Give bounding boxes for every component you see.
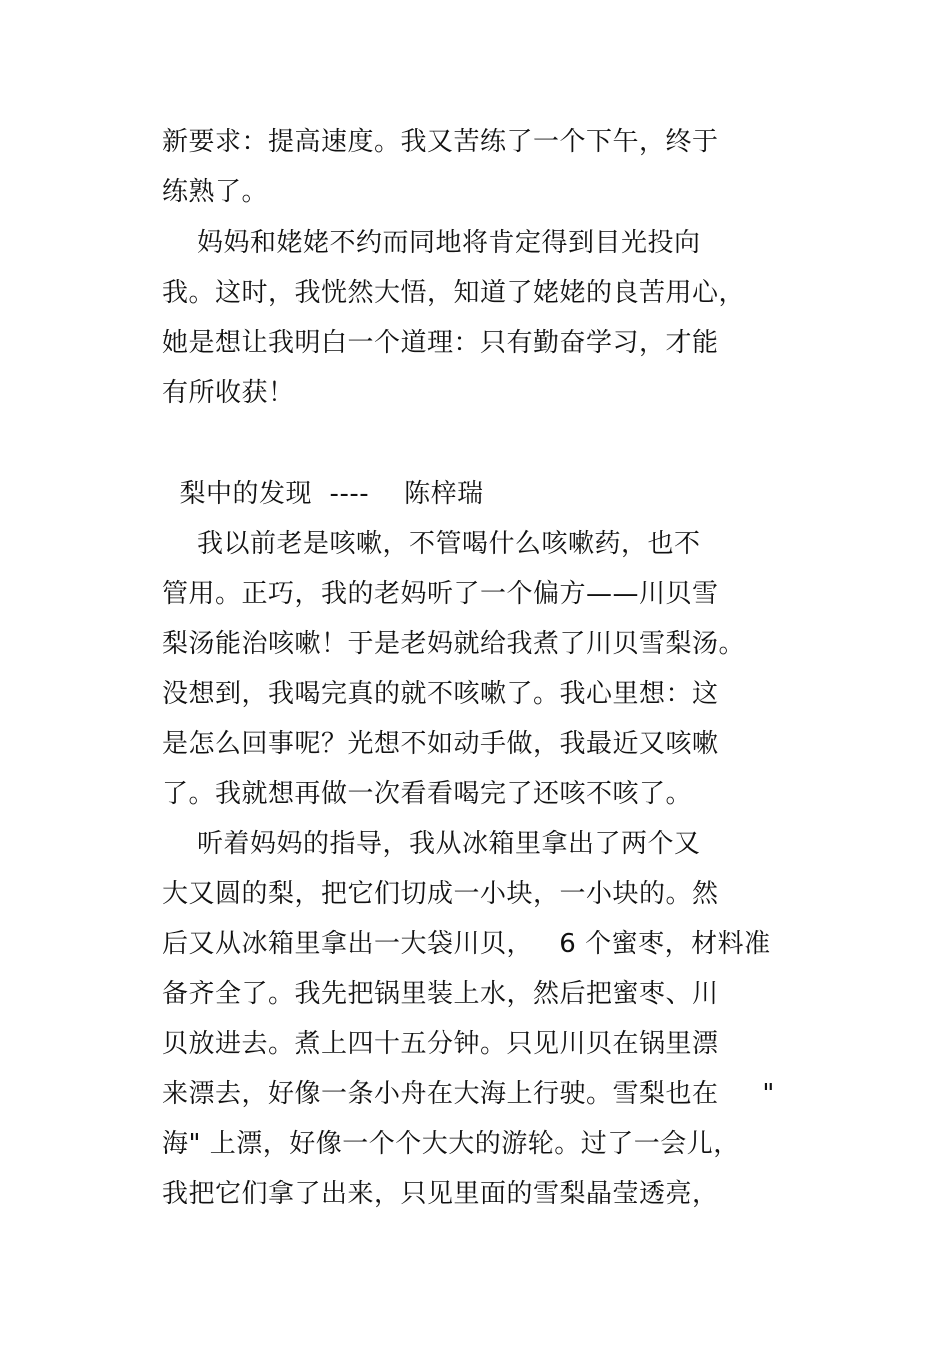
- paragraph-line: 是怎么回事呢？光想不如动手做，我最近又咳嗽: [162, 729, 719, 759]
- paragraph-line: 贝放进去。煮上四十五分钟。只见川贝在锅里漂: [162, 1029, 719, 1059]
- paragraph-line: 管用。正巧，我的老妈听了一个偏方——川贝雪: [162, 579, 719, 609]
- paragraph-line: 妈妈和姥姥不约而同地将肯定得到目光投向: [162, 228, 701, 258]
- paragraph-line: 听着妈妈的指导，我从冰箱里拿出了两个又: [162, 829, 701, 859]
- essay-title: 梨中的发现 ---- 陈梓瑞: [162, 479, 484, 509]
- paragraph-line: 后又从冰箱里拿出一大袋川贝， 6 个蜜枣，材料准: [162, 929, 771, 959]
- paragraph-line: 有所收获！: [162, 378, 295, 408]
- paragraph-line: 她是想让我明白一个道理：只有勤奋学习，才能: [162, 328, 719, 358]
- paragraph-line: 我把它们拿了出来，只见里面的雪梨晶莹透亮，: [162, 1179, 719, 1209]
- paragraph-line: 大又圆的梨，把它们切成一小块，一小块的。然: [162, 879, 719, 909]
- paragraph-line: 我以前老是咳嗽，不管喝什么咳嗽药，也不: [162, 529, 701, 559]
- paragraph-line: 练熟了。: [162, 177, 269, 207]
- paragraph-line: 了。我就想再做一次看看喝完了还咳不咳了。: [162, 779, 693, 809]
- paragraph-line: 海" 上漂，好像一个个大大的游轮。过了一会儿，: [162, 1129, 740, 1159]
- paragraph-line: 没想到，我喝完真的就不咳嗽了。我心里想：这: [162, 679, 719, 709]
- paragraph-line: 备齐全了。我先把锅里装上水，然后把蜜枣、川: [162, 979, 719, 1009]
- paragraph-line: 梨汤能治咳嗽！于是老妈就给我煮了川贝雪梨汤。: [162, 629, 746, 659]
- paragraph-line: 我。这时，我恍然大悟，知道了姥姥的良苦用心，: [162, 278, 746, 308]
- paragraph-line: 来漂去，好像一条小舟在大海上行驶。雪梨也在 ": [162, 1079, 775, 1109]
- paragraph-line: 新要求：提高速度。我又苦练了一个下午，终于: [162, 127, 719, 157]
